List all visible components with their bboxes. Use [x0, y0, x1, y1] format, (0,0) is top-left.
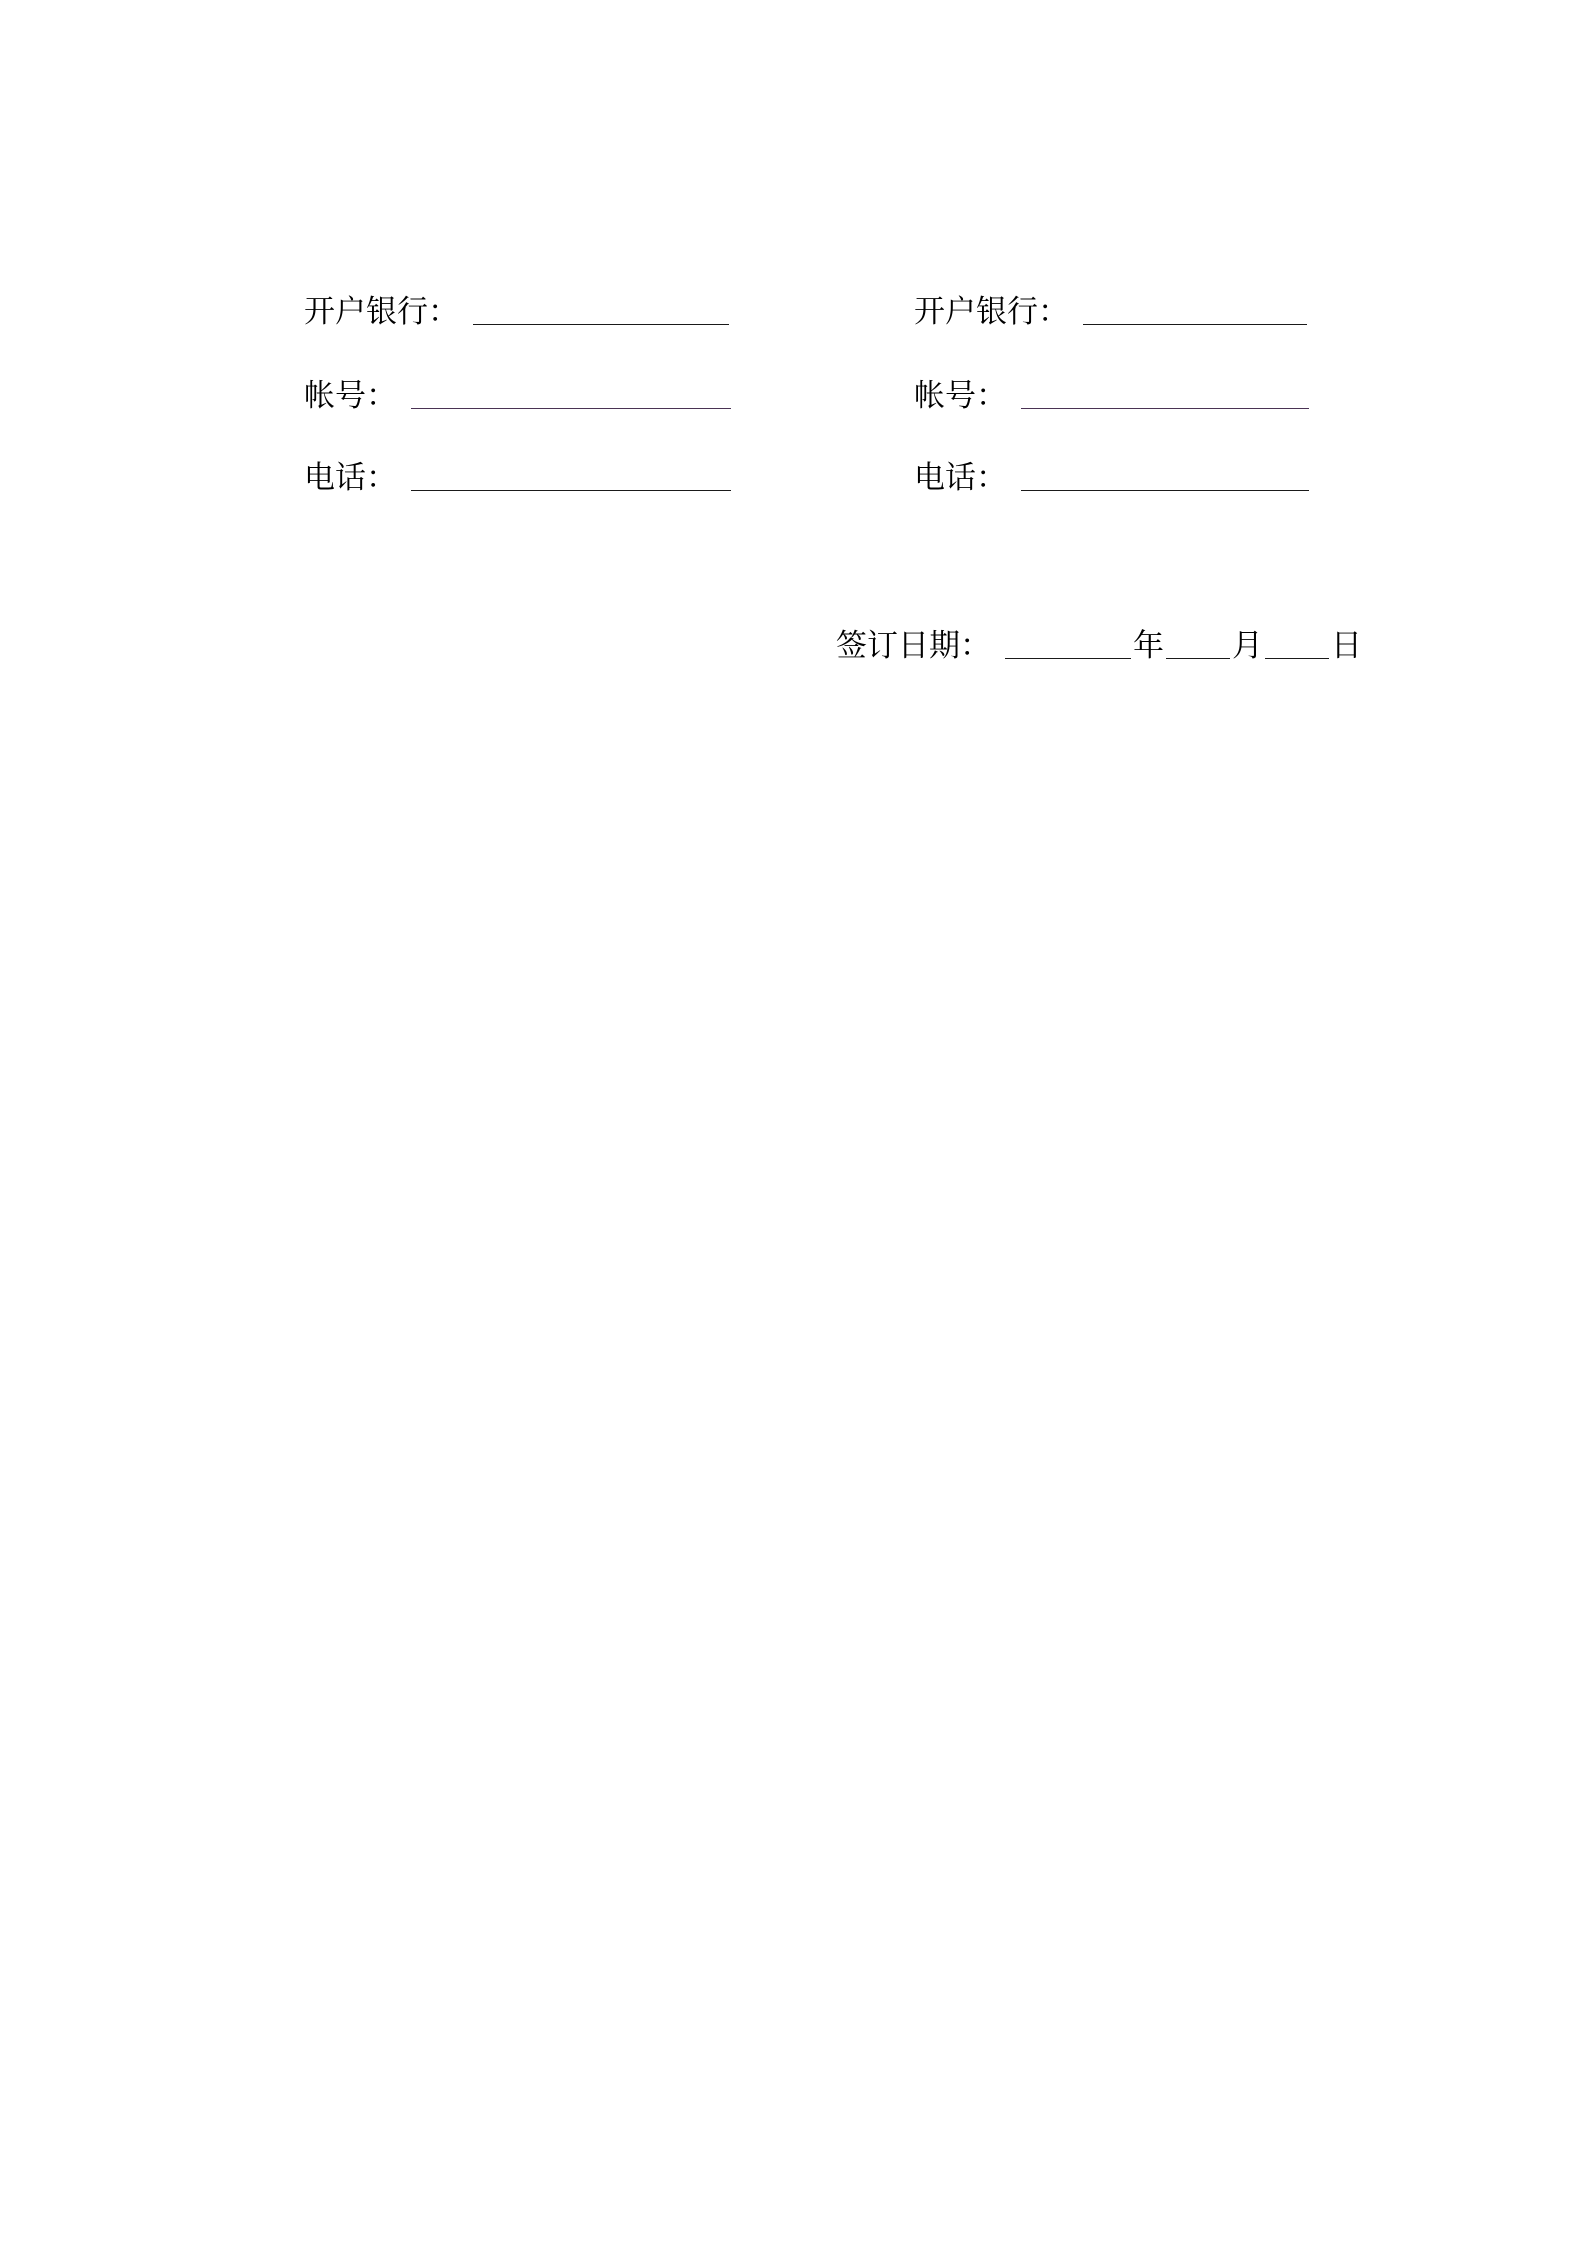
day-label: 日 [1331, 628, 1362, 664]
year-blank-line [1005, 658, 1131, 659]
left-bank-field [304, 292, 729, 332]
right-bank-field [914, 292, 1307, 332]
left-phone-blank-line [411, 490, 731, 491]
right-account-blank-line [1021, 408, 1309, 409]
right-phone-blank-line [1021, 490, 1309, 491]
right-bank-blank-line [1083, 324, 1307, 325]
left-phone-label: 电话： [304, 460, 397, 496]
day-blank-line [1265, 658, 1329, 659]
right-account-field [914, 376, 1309, 416]
signing-date-field [836, 626, 1362, 666]
left-phone-field [304, 458, 731, 498]
right-phone-label: 电话： [914, 460, 1007, 496]
right-bank-label: 开户银行： [914, 294, 1069, 330]
month-label: 月 [1232, 628, 1263, 664]
right-account-label: 帐号： [914, 378, 1007, 414]
signing-date-label: 签订日期： [836, 628, 991, 664]
left-bank-blank-line [473, 324, 729, 325]
left-account-blank-line [411, 408, 731, 409]
month-blank-line [1166, 658, 1230, 659]
right-phone-field [914, 458, 1309, 498]
year-label: 年 [1133, 628, 1164, 664]
left-account-label: 帐号： [304, 378, 397, 414]
left-bank-label: 开户银行： [304, 294, 459, 330]
left-account-field [304, 376, 731, 416]
